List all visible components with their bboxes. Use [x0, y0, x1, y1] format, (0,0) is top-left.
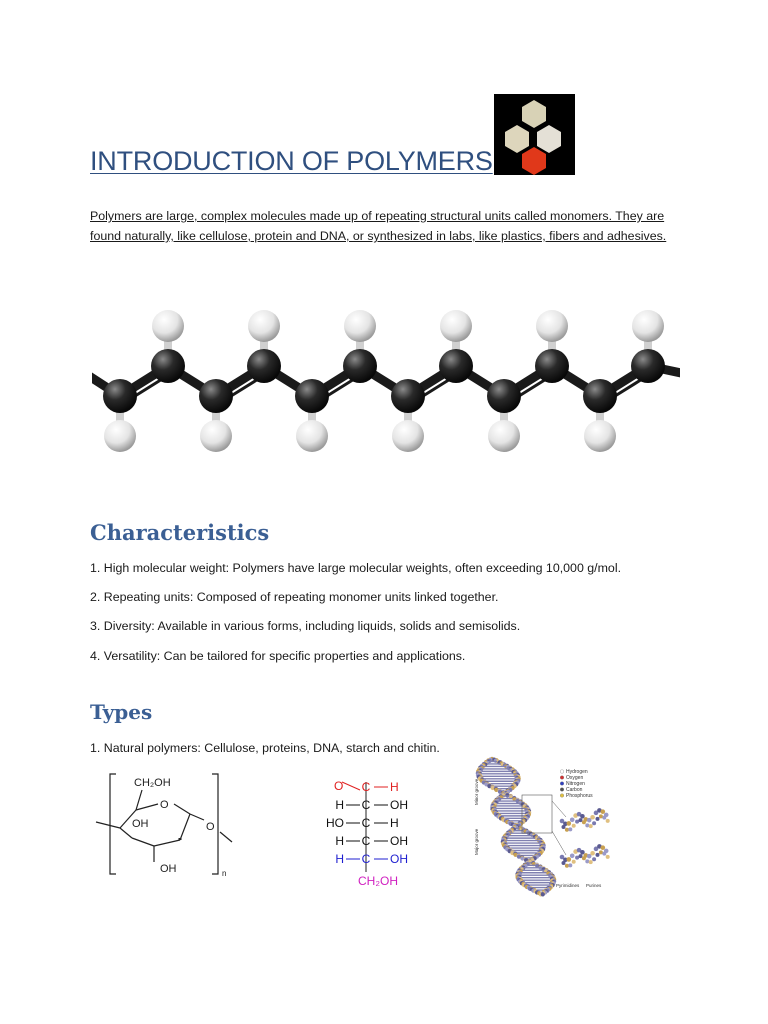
hydrogen-atom — [344, 310, 376, 342]
types-item-1: 1. Natural polymers: Cellulose, proteins, DNA, starch and chitin. — [90, 741, 440, 755]
svg-text:C: C — [361, 816, 371, 830]
dna-legend-swatch — [560, 788, 564, 792]
page-title: INTRODUCTION OF POLYMERS — [90, 146, 493, 176]
glucose-ch2oh-label: CH₂OH — [358, 874, 398, 888]
hydrogen-atom — [248, 310, 280, 342]
svg-text:C: C — [361, 834, 371, 848]
dna-legend-swatch — [560, 770, 564, 774]
dna-legend-swatch — [560, 782, 564, 786]
characteristic-item-1: 1. High molecular weight: Polymers have large molecular weights, often exceeding 10,000 g/mol. — [90, 561, 622, 575]
hydrogen-atom — [440, 310, 472, 342]
types-heading: Types — [90, 700, 153, 724]
hydrogen-atom — [152, 310, 184, 342]
svg-text:H: H — [390, 780, 399, 794]
glucose-row — [362, 780, 399, 794]
glucose-row — [335, 798, 408, 812]
carbon-atom — [151, 349, 185, 383]
carbon-atom — [343, 349, 377, 383]
dna-minor-groove-label: Minor groove — [474, 778, 479, 805]
svg-text:H: H — [335, 798, 344, 812]
carbon-atom — [583, 379, 617, 413]
glucose-row — [326, 816, 399, 830]
dna-legend-swatch — [560, 794, 564, 798]
hydrogen-atom — [104, 420, 136, 452]
svg-text:OH: OH — [390, 798, 408, 812]
dna-legend-label: Carbon — [566, 787, 583, 793]
svg-text:H: H — [335, 834, 344, 848]
dna-pyrimidines-label: Pyrimidines — [556, 883, 580, 888]
intro-paragraph: Polymers are large, complex molecules made up of repeating structural units called monomers. They are found naturally, like cellulose, protein and DNA, or synthesized in labs, like plastics, fibers and adhesives. — [90, 209, 667, 243]
cellulose-n-subscript: n — [222, 869, 227, 878]
svg-text:HO: HO — [326, 816, 344, 830]
carbon-atom — [391, 379, 425, 413]
cellulose-link-oxygen-label: O — [206, 821, 215, 833]
dna-legend-label: Oxygen — [566, 775, 584, 781]
dna-legend-swatch — [560, 776, 564, 780]
polymer-hexagons-image — [494, 94, 575, 175]
svg-text:C: C — [361, 798, 371, 812]
characteristic-item-2: 2. Repeating units: Composed of repeating monomer units linked together. — [90, 590, 499, 604]
svg-text:H: H — [390, 816, 399, 830]
hydrogen-atom — [392, 420, 424, 452]
cellulose-structure — [92, 770, 234, 878]
carbon-atom — [487, 379, 521, 413]
svg-text:C: C — [361, 852, 371, 866]
cellulose-ring-oxygen-label: O — [160, 799, 169, 811]
glucose-row — [335, 852, 408, 866]
svg-text:H: H — [335, 852, 344, 866]
glucose-row — [335, 834, 408, 848]
carbon-atom — [295, 379, 329, 413]
glucose-top-oxygen: O — [334, 779, 344, 793]
glucose-fischer-projection — [312, 772, 424, 890]
carbon-atom — [535, 349, 569, 383]
carbon-atom — [199, 379, 233, 413]
characteristics-heading: Characteristics — [90, 520, 270, 545]
dna-legend-label: Nitrogen — [566, 781, 585, 787]
dna-legend-label: Phosphorus — [566, 793, 593, 799]
carbon-atom — [631, 349, 665, 383]
hydrogen-atom — [200, 420, 232, 452]
hydrogen-atom — [488, 420, 520, 452]
dna-double-helix-figure — [470, 755, 620, 897]
cellulose-oh-left-label: OH — [132, 818, 149, 830]
characteristic-item-4: 4. Versatility: Can be tailored for specific properties and applications. — [90, 649, 466, 663]
cellulose-oh-bottom-label: OH — [160, 863, 177, 875]
carbon-atom — [103, 379, 137, 413]
hydrogen-atom — [296, 420, 328, 452]
carbon-atom — [439, 349, 473, 383]
svg-text:C: C — [361, 780, 371, 794]
characteristic-item-3: 3. Diversity: Available in various forms, including liquids, solids and semisolids. — [90, 619, 521, 633]
dna-major-groove-label: Major groove — [474, 828, 479, 855]
cellulose-ch2oh-label: CH₂OH — [134, 777, 171, 789]
dna-purines-label: Purines — [586, 883, 602, 888]
hydrogen-atom — [632, 310, 664, 342]
dna-legend-label: Hydrogen — [566, 769, 588, 775]
hydrogen-atom — [536, 310, 568, 342]
hydrogen-atom — [584, 420, 616, 452]
polyacetylene-chain-model — [92, 298, 680, 460]
svg-text:OH: OH — [390, 852, 408, 866]
carbon-atom — [247, 349, 281, 383]
svg-text:OH: OH — [390, 834, 408, 848]
